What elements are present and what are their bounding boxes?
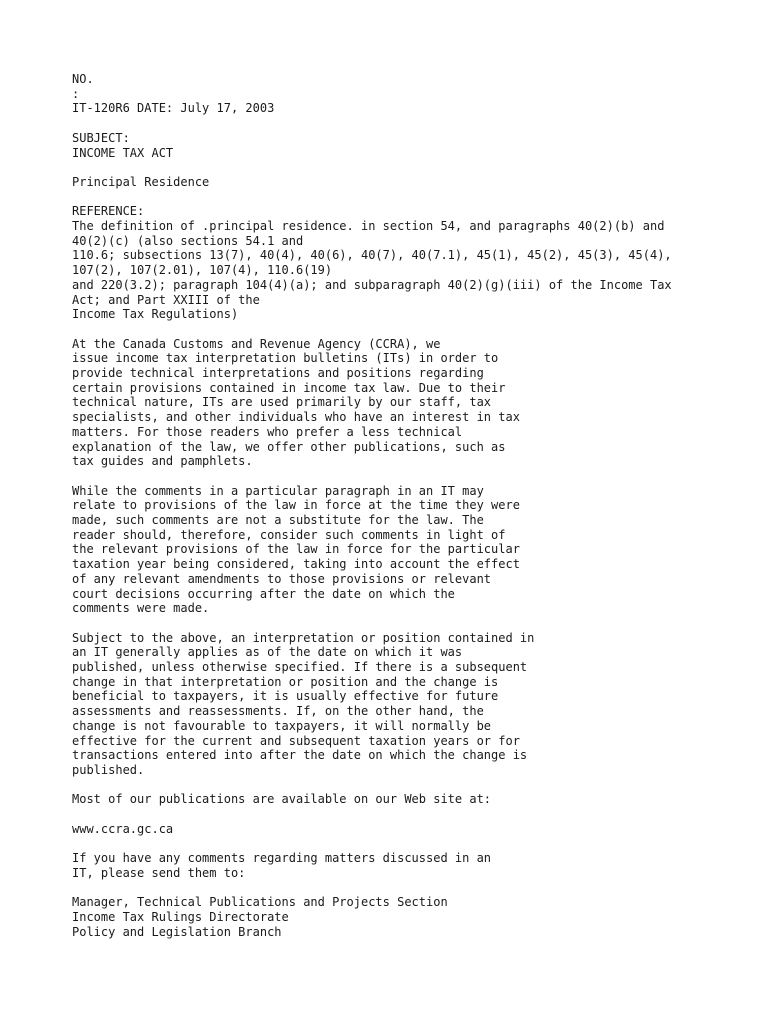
comments-paragraph xyxy=(72,851,712,880)
subject-title: Principal Residence xyxy=(72,174,210,189)
reference-section xyxy=(72,204,712,322)
address-block xyxy=(72,895,712,939)
law-comments-paragraph xyxy=(72,484,712,616)
paragraph-line: beneficial to taxpayers, it is usually effective for future xyxy=(72,689,499,704)
paragraph-line: an IT generally applies as of the date on which it was xyxy=(72,645,463,660)
paragraph-line: published. xyxy=(72,762,145,777)
paragraph-line: provide technical interpretations and positions regarding xyxy=(72,366,484,380)
paragraph-line: issue income tax interpretation bulletins (ITs) in order to xyxy=(72,351,499,366)
paragraph-line: If you have any comments regarding matters discussed in an xyxy=(72,851,492,866)
website-url: www.ccra.gc.ca xyxy=(72,821,174,836)
intro-paragraph xyxy=(72,337,712,469)
paragraph-line: technical nature, ITs are used primarily by our staff, tax xyxy=(72,395,492,410)
paragraph-line: taxation year being considered, taking into account the effect xyxy=(72,557,520,572)
paragraph-line: specialists, and other individuals who have an interest in tax xyxy=(72,410,520,425)
address-line: Policy and Legislation Branch xyxy=(72,924,282,939)
interpretation-paragraph xyxy=(72,631,712,778)
reference-line: 40(2)(c) (also sections 54.1 and xyxy=(72,233,304,248)
reference-line: The definition of .principal residence. in section 54, and paragraphs 40(2)(b) and xyxy=(72,218,665,233)
paragraph-line: change in that interpretation or position and the change is xyxy=(72,674,499,689)
paragraph-line: effective for the current and subsequent taxation years or for xyxy=(72,733,520,748)
subject-section xyxy=(72,131,712,160)
paragraph-line: change is not favourable to taxpayers, it will normally be xyxy=(72,718,492,733)
paragraph-line: made, such comments are not a substitute for the law. The xyxy=(72,513,484,528)
paragraph-line: certain provisions contained in income tax law. Due to their xyxy=(72,380,506,395)
paragraph-line: matters. For those readers who prefer a less technical xyxy=(72,424,463,439)
reference-line: Act; and Part XXIII of the xyxy=(72,292,260,307)
paragraph-line: relate to provisions of the law in force at the time they were xyxy=(72,498,520,513)
paragraph-line: Most of our publications are available on our Web site at: xyxy=(72,792,492,807)
address-line: Income Tax Rulings Directorate xyxy=(72,909,289,924)
paragraph-line: transactions entered into after the date on which the change is xyxy=(72,748,528,763)
document-header xyxy=(72,72,712,116)
paragraph-line: published, unless otherwise specified. If there is a subsequent xyxy=(72,660,528,675)
subject-label: SUBJECT: xyxy=(72,130,130,145)
reference-line: and 220(3.2); paragraph 104(4)(a); and subparagraph 40(2)(g)(iii) of the Income Tax xyxy=(72,277,672,292)
paragraph-line: While the comments in a particular paragraph in an IT may xyxy=(72,483,484,498)
paragraph-line: court decisions occurring after the date on which the xyxy=(72,586,455,601)
paragraph-line: explanation of the law, we offer other publications, such as xyxy=(72,439,506,454)
paragraph-line: comments were made. xyxy=(72,601,210,616)
address-line: Manager, Technical Publications and Projects Section xyxy=(72,895,448,910)
number-label: NO. xyxy=(72,72,94,86)
reference-line: Income Tax Regulations) xyxy=(72,307,239,322)
paragraph-line: Subject to the above, an interpretation or position contained in xyxy=(72,630,535,645)
subject-act: INCOME TAX ACT xyxy=(72,145,174,160)
number-colon: : xyxy=(72,86,80,101)
reference-line: 107(2), 107(2.01), 107(4), 110.6(19) xyxy=(72,263,333,278)
subject-title-section xyxy=(72,175,712,190)
website-intro-paragraph xyxy=(72,792,712,807)
paragraph-line: tax guides and pamphlets. xyxy=(72,454,253,469)
reference-label: REFERENCE: xyxy=(72,204,145,219)
paragraph-line: assessments and reassessments. If, on the other hand, the xyxy=(72,704,484,719)
reference-line: 110.6; subsections 13(7), 40(4), 40(6), 40(7), 40(7.1), 45(1), 45(2), 45(3), 45(4), xyxy=(72,248,672,263)
paragraph-line: At the Canada Customs and Revenue Agency (CCRA), we xyxy=(72,336,441,351)
paragraph-line: reader should, therefore, consider such comments in light of xyxy=(72,527,506,542)
paragraph-line: of any relevant amendments to those provisions or relevant xyxy=(72,571,492,586)
document-page xyxy=(72,72,712,954)
paragraph-line: the relevant provisions of the law in force for the particular xyxy=(72,542,520,557)
paragraph-line: IT, please send them to: xyxy=(72,865,246,880)
website-url-paragraph xyxy=(72,822,712,837)
bulletin-number-date: IT-120R6 DATE: July 17, 2003 xyxy=(72,101,275,116)
